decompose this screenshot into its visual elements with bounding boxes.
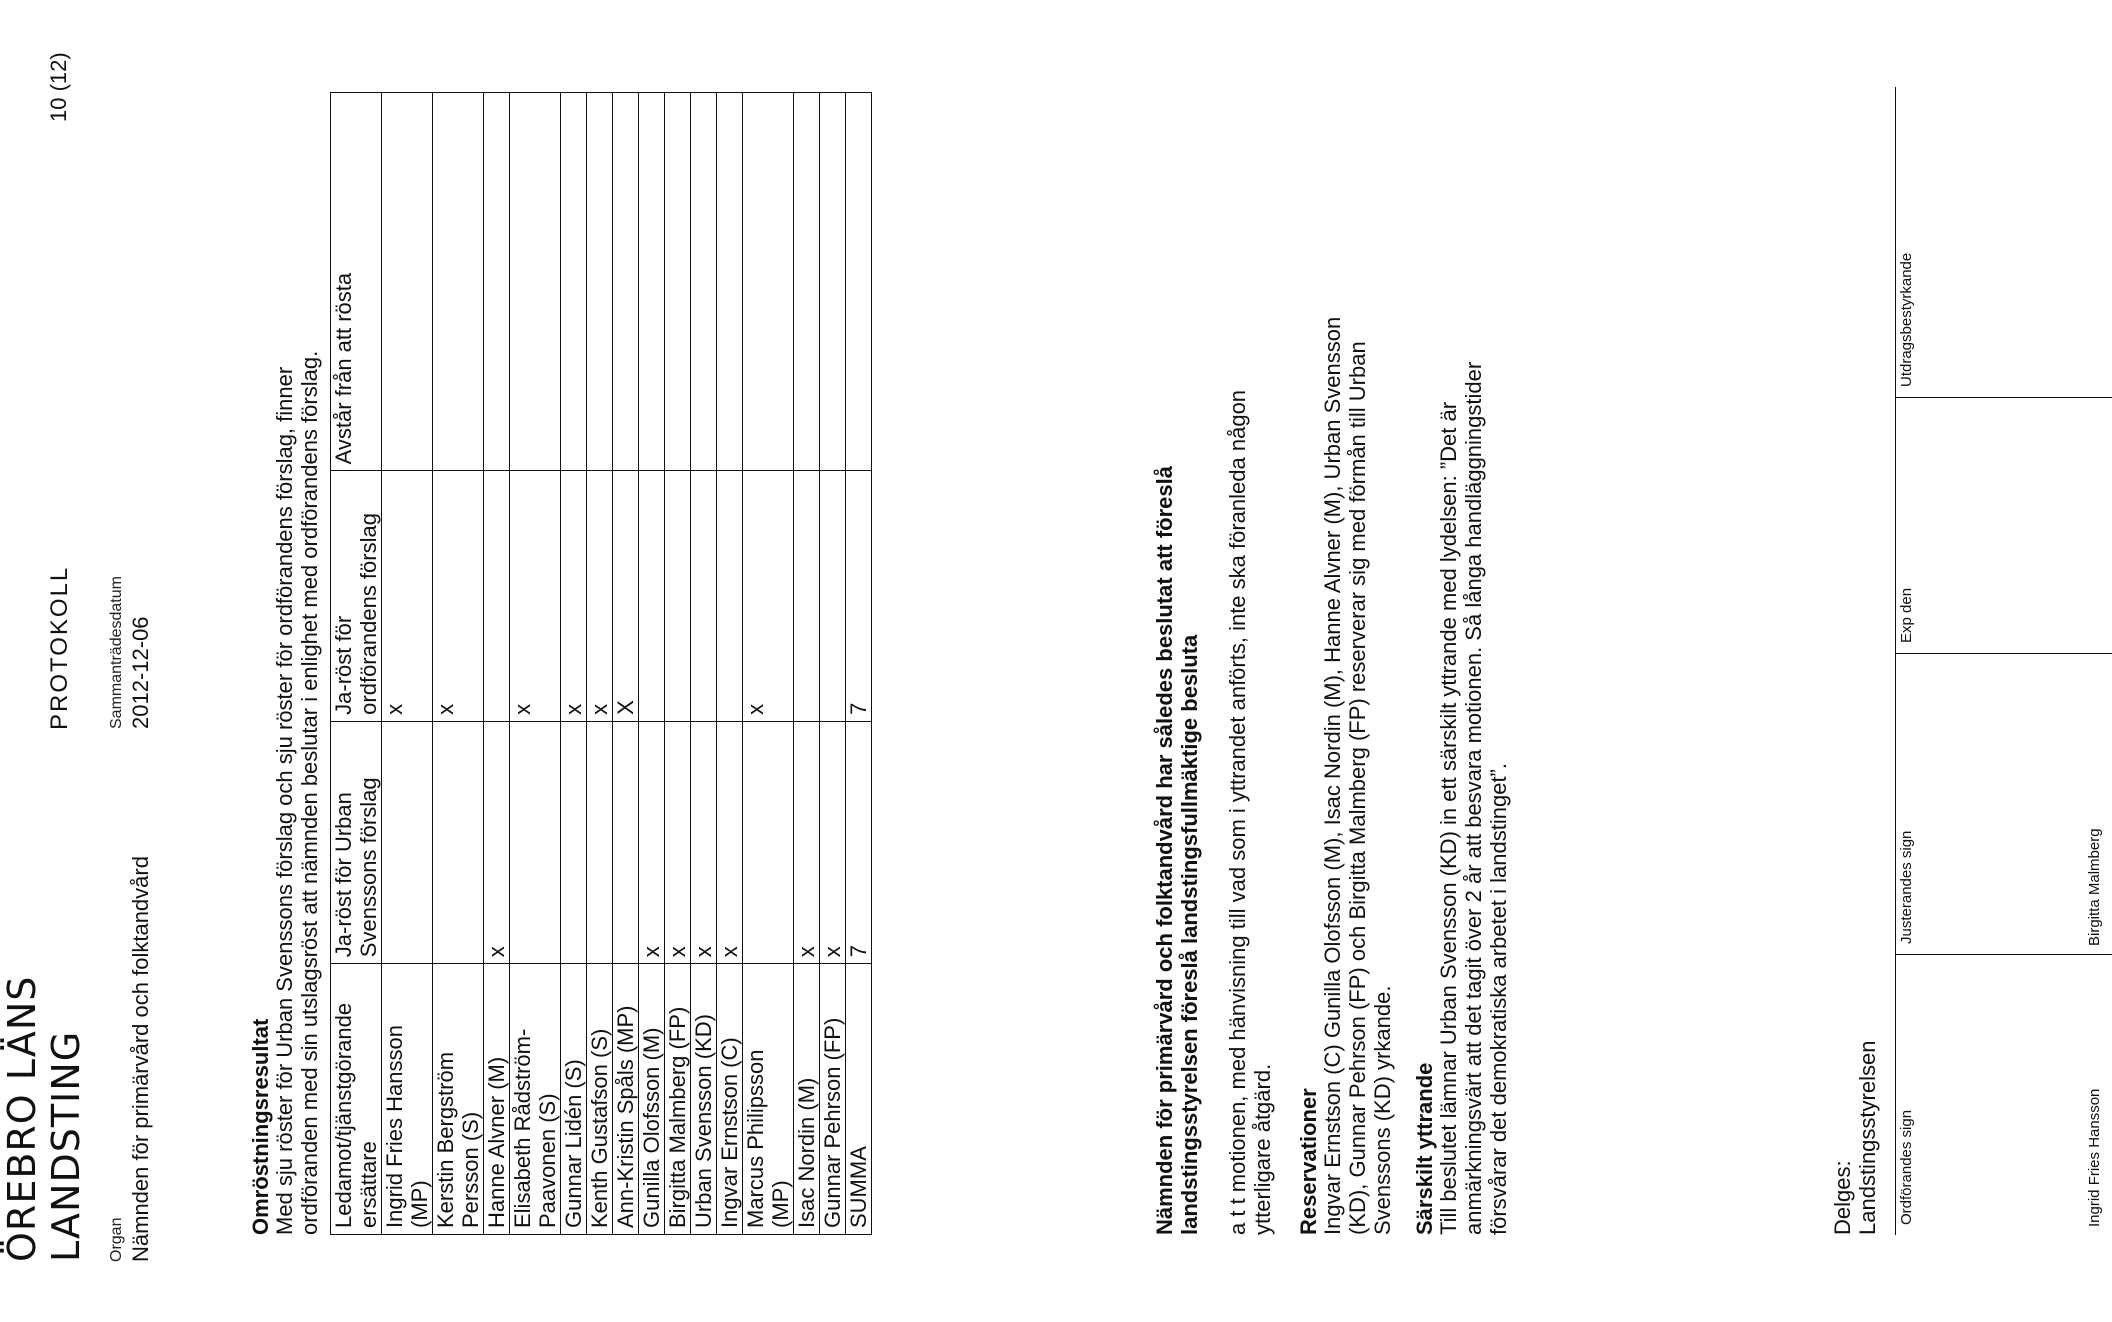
vote-cell: X	[613, 471, 639, 721]
decision-heading-line: landstingsstyrelsen föreslå landstingsfullmäktige besluta	[1177, 634, 1202, 1235]
summa-cell: 7	[846, 471, 872, 721]
page-number: 10 (12)	[46, 52, 71, 122]
document-type: PROTOKOLL	[46, 565, 73, 730]
vote-cell: x	[665, 721, 691, 963]
statement-heading: Särskilt yttrande	[1412, 1062, 1437, 1235]
vote-cell	[484, 471, 510, 721]
vote-cell: x	[433, 471, 484, 721]
result-line: ordföranden med sin utslagsröst att nämnden beslutar i enlighet med ordförandens förslag.	[297, 350, 322, 1235]
vote-cell	[717, 93, 743, 471]
signature-table	[1895, 87, 2112, 1235]
delges-value: Landstingsstyrelsen	[1855, 1040, 1880, 1235]
reservations-line: (KD), Gunnar Pehrson (FP) och Birgitta Malmberg (FP) reserverar sig med förmån till Urban	[1345, 341, 1370, 1235]
result-heading: Omröstningsresultat	[248, 1018, 273, 1235]
result-line: Med sju röster för Urban Svenssons förslag och sju röster för ordförandens förslag, finner	[272, 366, 297, 1235]
signature-cell-exp	[1896, 398, 2112, 653]
decision-heading-line: Nämnden för primärvård och folktandvård har således beslutat att föreslå	[1152, 466, 1177, 1235]
vote-cell	[561, 721, 587, 963]
organ-label: Organ	[108, 1217, 125, 1262]
reservations-line: Ingvar Ernstson (C) Gunilla Olofsson (M), Isac Nordin (M), Hanne Alvner (M), Urban Svensson	[1320, 316, 1345, 1235]
member-name-cell	[484, 964, 510, 1235]
table-row	[820, 93, 846, 1235]
vote-cell	[382, 93, 433, 471]
reservations-heading: Reservationer	[1296, 1088, 1321, 1235]
member-name: Ann-Kristin Spåls (MP)	[613, 1005, 638, 1228]
signature-name: Ingrid Fries Hansson	[2086, 1088, 2103, 1227]
divider	[1896, 653, 2112, 654]
vote-cell: x	[717, 721, 743, 963]
table-row	[691, 93, 717, 1235]
member-name: Kenth Gustafson (S)	[587, 1028, 612, 1228]
vote-cell: x	[794, 721, 820, 963]
vote-cell	[587, 93, 613, 471]
member-name-cell	[613, 964, 639, 1235]
member-name-cell	[717, 964, 743, 1235]
signature-cell-extract	[1896, 87, 2112, 397]
vote-table-header	[331, 93, 382, 1235]
header-text: Avstår från att rösta	[331, 272, 356, 465]
table-row	[743, 93, 794, 1235]
member-name: Urban Svensson (KD)	[691, 1014, 716, 1228]
header-cell-member	[331, 964, 382, 1235]
vote-cell	[820, 93, 846, 471]
signature-cell-adjuster	[1896, 654, 2112, 954]
vote-cell	[820, 471, 846, 721]
member-name-cell	[794, 964, 820, 1235]
decision-heading	[1152, 466, 1202, 1235]
vote-cell	[794, 93, 820, 471]
table-row	[484, 93, 510, 1235]
vote-cell	[484, 93, 510, 471]
table-row	[382, 93, 433, 1235]
header-text: Ja-röst för Urban	[331, 792, 356, 958]
vote-table	[330, 92, 872, 1235]
member-name: (MP)	[768, 1180, 793, 1228]
decision-text	[1225, 390, 1275, 1235]
member-name: Ingvar Ernstson (C)	[717, 1037, 742, 1228]
date-value: 2012-12-06	[128, 616, 153, 729]
member-name: Marcus Philipsson	[743, 1049, 768, 1228]
member-name: Hanne Alvner (M)	[484, 1056, 509, 1228]
table-row	[561, 93, 587, 1235]
member-name: Persson (S)	[458, 1111, 483, 1228]
logo	[0, 975, 88, 1262]
header-cell-abstain	[331, 93, 382, 471]
table-row	[433, 93, 484, 1235]
divider	[1896, 954, 2112, 955]
reservations-text	[1320, 317, 1395, 1235]
table-row	[717, 93, 743, 1235]
vote-cell	[433, 721, 484, 963]
vote-cell	[382, 721, 433, 963]
signature-name: Birgitta Malmberg	[2086, 828, 2103, 946]
vote-cell: x	[561, 471, 587, 721]
vote-cell	[587, 721, 613, 963]
table-row	[613, 93, 639, 1235]
vote-cell: x	[484, 721, 510, 963]
table-row	[794, 93, 820, 1235]
member-name-cell	[846, 964, 872, 1235]
delges-block	[1830, 1041, 1880, 1235]
member-name: Birgitta Malmberg (FP)	[665, 1006, 690, 1228]
vote-cell	[613, 93, 639, 471]
vote-cell	[639, 93, 665, 471]
statement-line: Till beslutet lämnar Urban Svensson (KD) in ett särskilt yttrande med lydelsen: ”Det är	[1436, 401, 1461, 1235]
member-name-cell	[587, 964, 613, 1235]
signature-label: Justerandes sign	[1898, 830, 1915, 944]
vote-cell	[510, 93, 561, 471]
vote-cell	[510, 721, 561, 963]
vote-cell	[717, 471, 743, 721]
member-name: Kerstin Bergström	[433, 1051, 458, 1228]
vote-cell	[691, 93, 717, 471]
header-text: Ledamot/tjänstgörande	[331, 1002, 356, 1228]
summa-cell: 7	[846, 721, 872, 963]
table-row-summa	[846, 93, 872, 1235]
member-name-cell	[639, 964, 665, 1235]
member-name: Gunnar Pehrson (FP)	[820, 1017, 845, 1228]
header-cell-yes-chair	[331, 471, 382, 721]
logo-line-2: LANDSTING	[44, 1030, 88, 1262]
decision-line: a t t motionen, med hänvisning till vad som i yttrandet anförts, inte ska föranleda någon	[1225, 389, 1250, 1235]
vote-cell: x	[587, 471, 613, 721]
member-name: Gunilla Olofsson (M)	[639, 1027, 664, 1228]
vote-cell: x	[382, 471, 433, 721]
vote-cell: x	[820, 721, 846, 963]
signature-label: Exp den	[1898, 587, 1915, 643]
signature-label: Utdragsbestyrkande	[1898, 252, 1915, 387]
member-name: Elisabeth Rådström-	[510, 1028, 535, 1228]
table-row	[639, 93, 665, 1235]
signature-label: Ordförandes sign	[1898, 1109, 1915, 1225]
vote-cell	[561, 93, 587, 471]
divider	[1896, 397, 2112, 398]
vote-cell	[794, 471, 820, 721]
member-name: Paavonen (S)	[535, 1093, 560, 1228]
vote-cell	[691, 471, 717, 721]
statement-text	[1436, 362, 1511, 1235]
table-row	[587, 93, 613, 1235]
date-label: Sammanträdesdatum	[108, 576, 125, 729]
vote-cell: x	[510, 471, 561, 721]
summa-label: SUMMA	[846, 1146, 871, 1228]
member-name-cell	[433, 964, 484, 1235]
statement-line: försvårar det demokratiska arbetet i landstinget”.	[1486, 762, 1511, 1235]
organ-value: Nämnden för primärvård och folktandvård	[128, 856, 153, 1262]
header-text: ordförandens förslag	[356, 513, 381, 715]
header-cell-yes-urban	[331, 721, 382, 963]
vote-cell: x	[743, 471, 794, 721]
statement-line: anmärkningsvärt att det tagit över 2 år att besvara motionen. Så långa handläggningstider	[1461, 361, 1486, 1235]
decision-line: ytterligare åtgärd.	[1250, 1063, 1275, 1235]
vote-cell: x	[639, 721, 665, 963]
member-name: Ingrid Fries Hansson	[382, 1025, 407, 1228]
vote-cell	[665, 93, 691, 471]
member-name-cell	[743, 964, 794, 1235]
member-name-cell	[382, 964, 433, 1235]
table-row	[510, 93, 561, 1235]
member-name-cell	[510, 964, 561, 1235]
logo-line-1: ÖREBRO LÄNS	[0, 975, 44, 1262]
vote-cell: x	[691, 721, 717, 963]
member-name-cell	[691, 964, 717, 1235]
member-name: Isac Nordin (M)	[794, 1077, 819, 1228]
delges-label: Delges:	[1830, 1160, 1855, 1235]
member-name: (MP)	[407, 1180, 432, 1228]
vote-cell	[665, 471, 691, 721]
vote-cell	[613, 721, 639, 963]
vote-cell	[743, 93, 794, 471]
reservations-line: Svenssons (KD) yrkande.	[1370, 985, 1395, 1235]
member-name-cell	[820, 964, 846, 1235]
header-text: ersättare	[356, 1141, 381, 1228]
vote-cell	[639, 471, 665, 721]
vote-cell	[433, 93, 484, 471]
header-text: Svenssons förslag	[356, 777, 381, 958]
summa-cell	[846, 93, 872, 471]
header-text: Ja-röst för	[331, 615, 356, 715]
member-name-cell	[561, 964, 587, 1235]
signature-cell-chair	[1896, 955, 2112, 1235]
member-name-cell	[665, 964, 691, 1235]
vote-cell	[743, 721, 794, 963]
result-text	[272, 351, 322, 1235]
table-row	[665, 93, 691, 1235]
member-name: Gunnar Lidén (S)	[561, 1059, 586, 1228]
